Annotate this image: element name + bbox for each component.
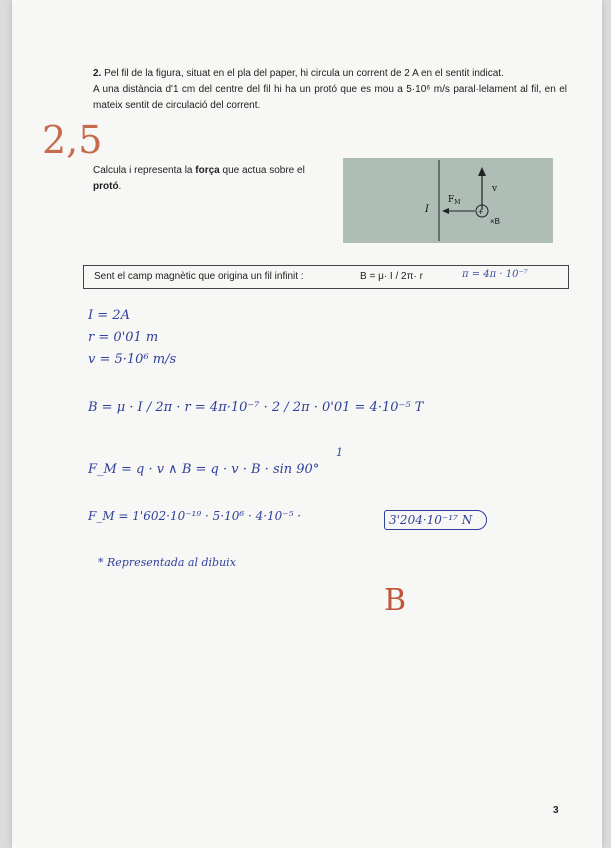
force-numeric: F_M = 1'602·10⁻¹⁹ · 5·10⁶ · 4·10⁻⁵ ·	[88, 509, 302, 523]
given-velocity: v = 5·10⁶ m/s	[88, 352, 177, 367]
margin-score: 2,5	[42, 118, 103, 162]
question-line-1: Pel fil de la figura, situat en el pla del paper, hi circula un corrent de 2 A en el sentit indicat.	[104, 68, 504, 79]
given-current: I = 2A	[88, 308, 130, 323]
velocity-arrowhead	[478, 167, 486, 176]
formula-box-handwritten: π = 4π · 10⁻⁷	[462, 269, 528, 280]
question-line-2: A una distància d'1 cm del centre del fil hi ha un protó que es mou a 5·10⁶ m/s paral·lelament al fil, en el mateix sentit de circulació del corrent.	[93, 84, 567, 111]
given-values	[88, 305, 176, 371]
force-arrowhead	[442, 208, 449, 214]
representation-note: * Representada al dibuix	[98, 556, 236, 569]
wire-figure-svg	[343, 158, 553, 243]
b-calculation: B = μ · I / 2π · r = 4π·10⁻⁷ · 2 / 2π · 0'01 = 4·10⁻⁵ T	[88, 400, 424, 415]
field-label: ×B	[490, 217, 501, 226]
force-label: $F_M$	[448, 195, 461, 206]
current-label: I	[425, 204, 429, 215]
calc-instruction: Calcula i representa la força que actua sobre el protó.	[93, 165, 305, 192]
formula-box	[83, 265, 569, 289]
formula-box-text: Sent el camp magnètic que origina un fil infinit :	[94, 271, 304, 282]
exam-page	[12, 0, 602, 848]
formula-box-formula: B = μ· I / 2π· r	[360, 271, 423, 282]
force-equation: F_M = q · v ∧ B = q · v · B · sin 90°	[88, 462, 320, 477]
question-number: 2.	[93, 68, 102, 79]
grade-mark: B	[384, 583, 407, 618]
page-number: 3	[553, 805, 559, 816]
proton-plus: +	[478, 207, 484, 217]
velocity-label: v	[492, 184, 498, 194]
wire-figure	[343, 158, 553, 243]
force-result-box: 3'204·10⁻¹⁷ N	[384, 510, 487, 530]
sin-value: 1	[336, 446, 343, 459]
question-text	[93, 66, 567, 114]
given-distance: r = 0'01 m	[88, 330, 159, 345]
